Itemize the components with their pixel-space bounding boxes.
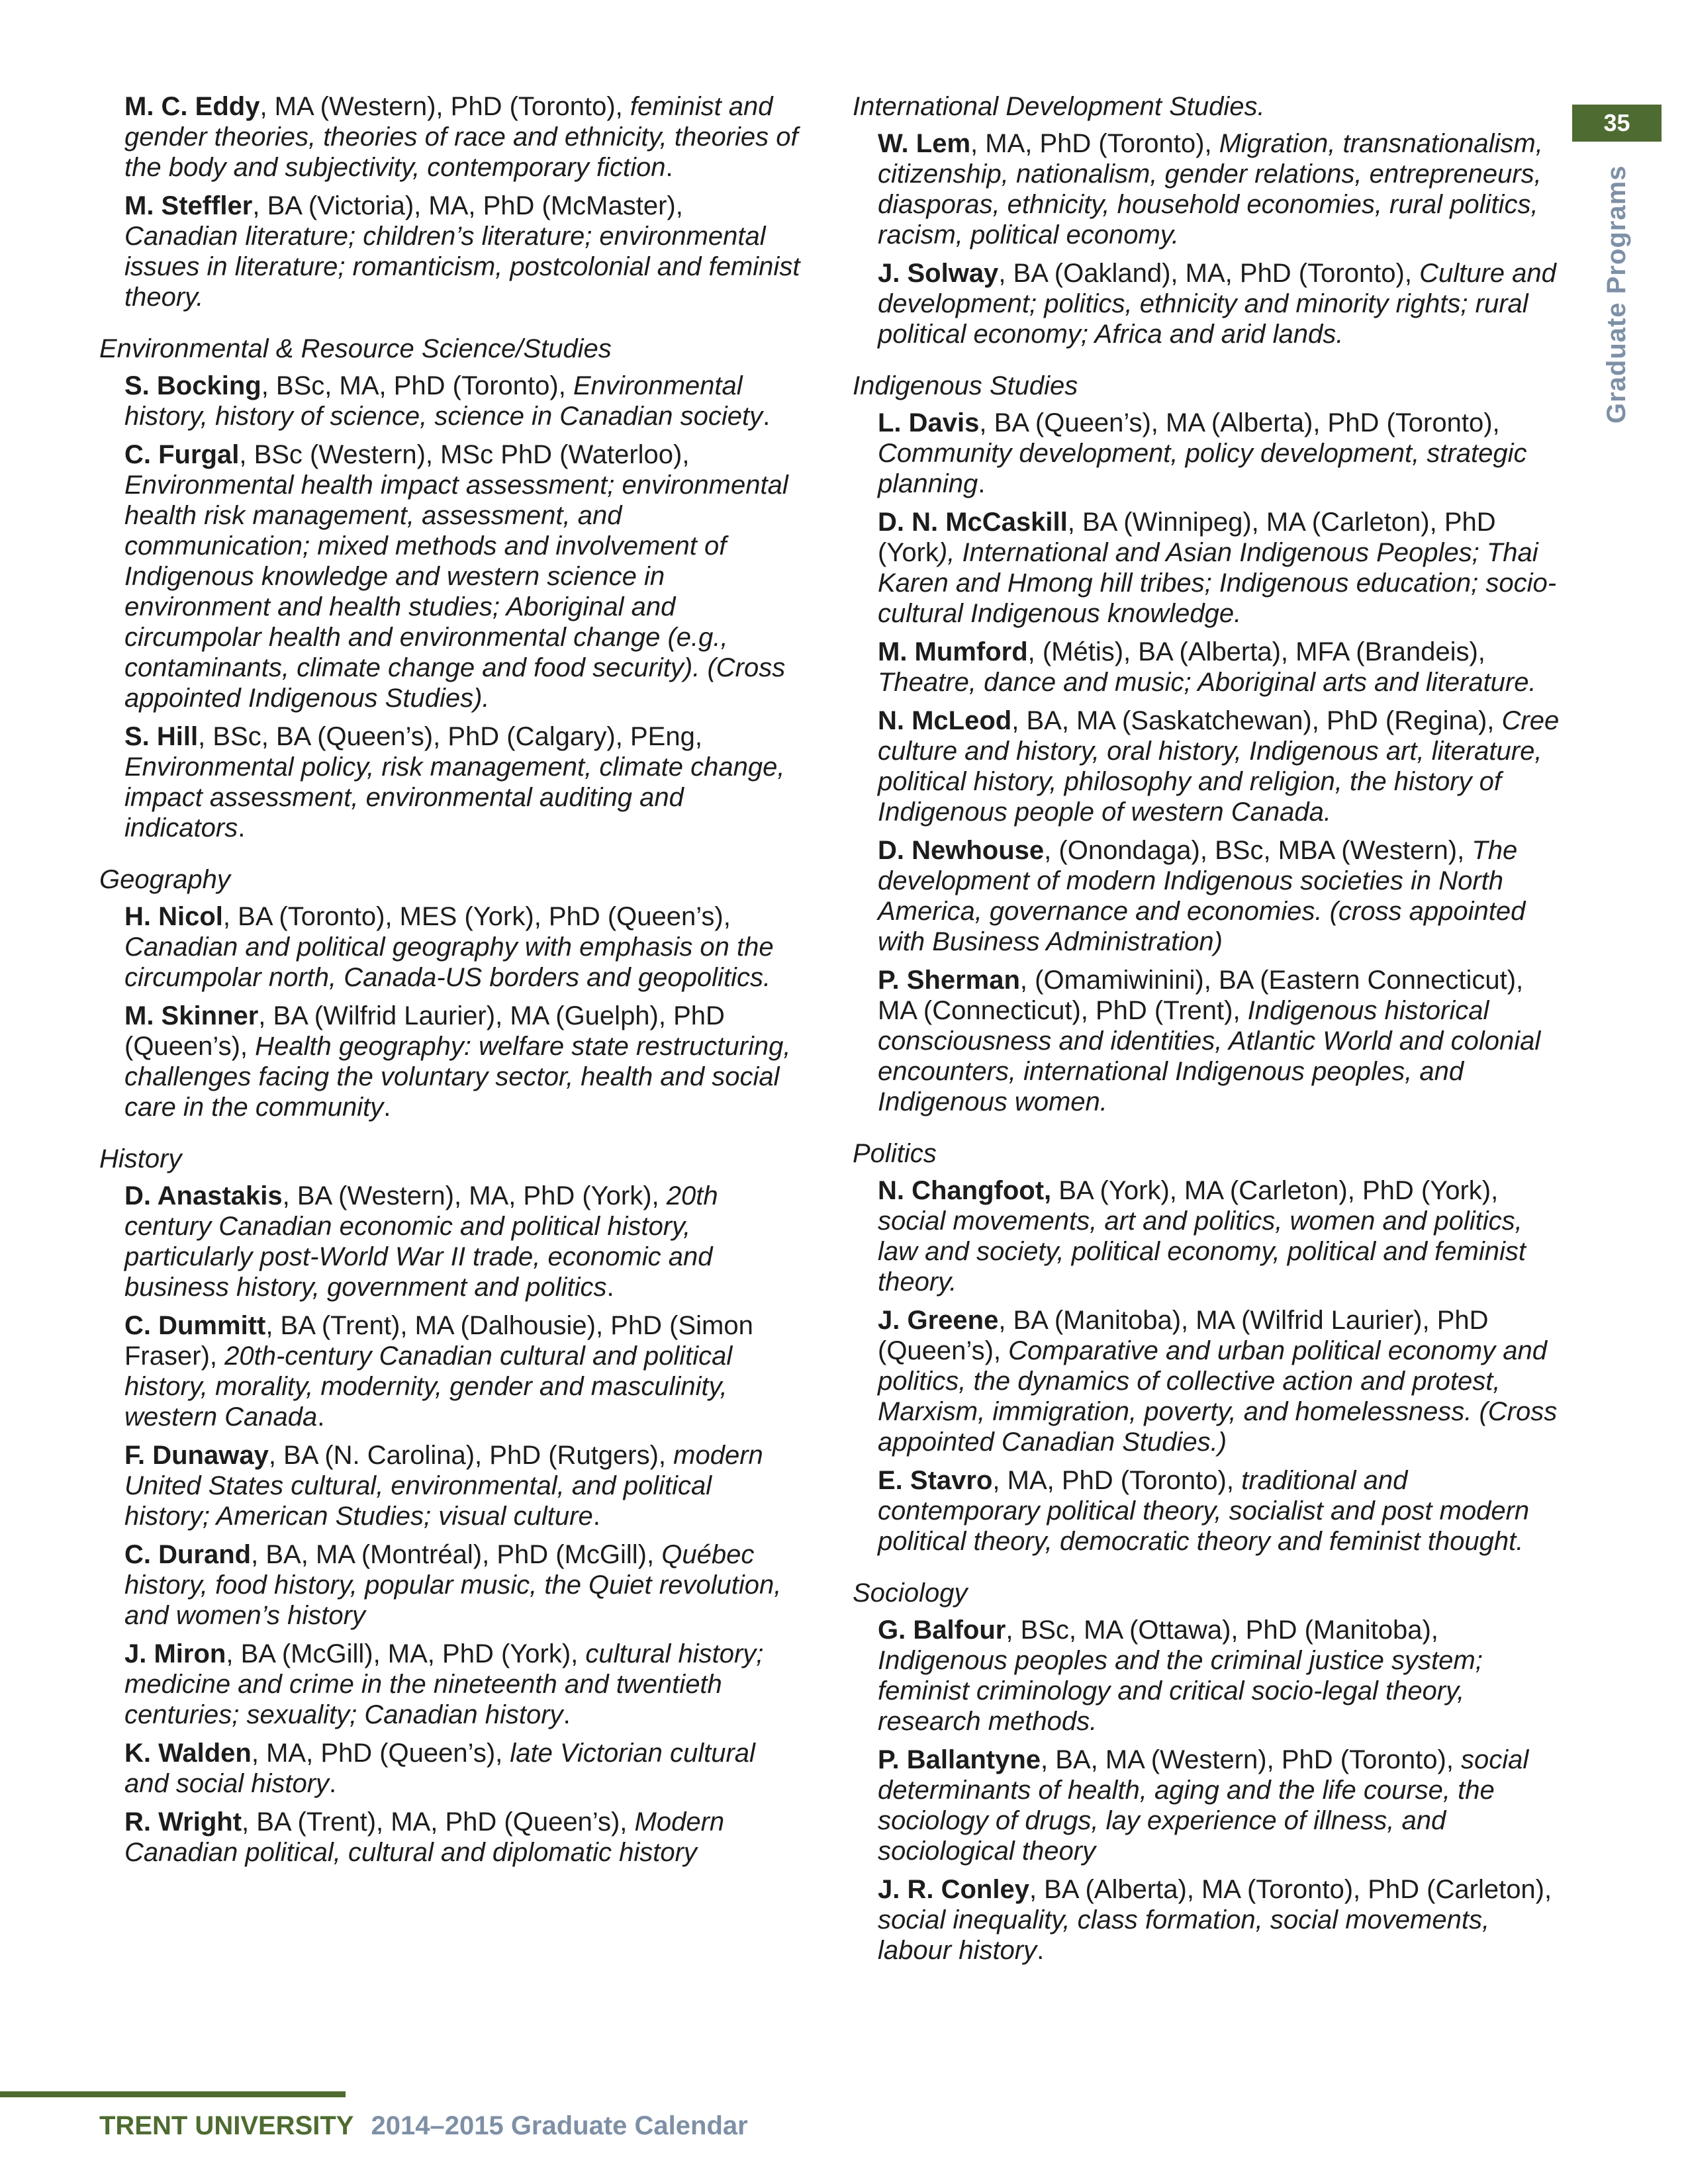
faculty-interests: 20th century Canadian economic and political history, particularly post-World War II trade, economic and business history, government and politics <box>124 1181 718 1302</box>
faculty-entry <box>878 408 1568 499</box>
faculty-credentials: , BSc, MA (Ottawa), PhD (Manitoba), <box>1006 1615 1438 1645</box>
faculty-interests: feminist and gender theories, theories of race and ethnicity, theories of the body and subjectivity, contemporary fiction <box>124 92 798 182</box>
faculty-credentials: , BA (Trent), MA (Dalhousie), PhD (Simon Fraser), <box>124 1311 753 1371</box>
faculty-credentials: , BA (Oakland), MA, PhD (Toronto), <box>998 259 1420 288</box>
section-title: History <box>99 1144 182 1173</box>
entry-punctuation: . <box>238 813 246 842</box>
section-title: International Development Studies. <box>853 92 1265 121</box>
department-section <box>99 334 801 843</box>
faculty-credentials: , BA (N. Carolina), PhD (Rutgers), <box>268 1441 674 1470</box>
entry-punctuation: . <box>763 402 771 431</box>
faculty-credentials: , MA, PhD (Queen’s), <box>251 1739 510 1768</box>
faculty-entry <box>124 91 801 183</box>
faculty-credentials: , BA, MA (Montréal), PhD (McGill), <box>251 1540 662 1569</box>
entry-punctuation: . <box>383 1093 391 1122</box>
faculty-entry <box>878 128 1568 250</box>
faculty-interests: 20th-century Canadian cultural and political history, morality, modernity, gender and masculinity, western Canada <box>124 1342 733 1432</box>
faculty-interests: social movements, art and politics, women and politics, law and society, political economy, political and feminist theory. <box>878 1206 1526 1297</box>
faculty-name: M. C. Eddy <box>124 92 260 121</box>
faculty-entry <box>878 1615 1568 1737</box>
faculty-entry <box>124 1738 801 1799</box>
faculty-interests: social inequality, class formation, social movements, labour history <box>878 1905 1490 1965</box>
entry-punctuation: . <box>563 1700 571 1729</box>
faculty-entry <box>878 507 1568 629</box>
faculty-credentials: , BA (Winnipeg), MA (Carleton), PhD (York <box>878 508 1496 567</box>
faculty-name: D. Newhouse <box>878 836 1045 865</box>
faculty-interests: ), International and Asian Indigenous Peoples; Thai Karen and Hmong hill tribes; Indigenous education; socio-cultural Indigenous knowledge. <box>878 538 1557 628</box>
faculty-interests: Environmental policy, risk management, climate change, impact assessment, environmental auditing and indicators <box>124 752 785 842</box>
page-number: 35 <box>1572 105 1662 142</box>
faculty-name: C. Durand <box>124 1540 252 1569</box>
faculty-interests: Cree culture and history, oral history, Indigenous art, literature, political history, philosophy and religion, the history of Indigenous people of western Canada. <box>878 706 1560 827</box>
faculty-name: P. Ballantyne <box>878 1745 1041 1774</box>
faculty-interests: Comparative and urban political economy and politics, the dynamics of collective action and protest, Marxism, immigration, poverty, and homelessness. (Cross appointed Canadian Studies.) <box>878 1336 1558 1457</box>
faculty-credentials: , MA, PhD (Toronto), <box>970 129 1219 158</box>
section-title: Sociology <box>853 1578 968 1608</box>
faculty-interests: Community development, policy development, strategic planning <box>878 439 1527 498</box>
faculty-entry <box>878 1305 1568 1457</box>
faculty-interests: Canadian and political geography with emphasis on the circumpolar north, Canada-US borders and geopolitics. <box>124 933 774 992</box>
faculty-name: R. Wright <box>124 1807 242 1837</box>
footer-university: TRENT UNIVERSITY <box>99 2111 354 2140</box>
faculty-interests: The development of modern Indigenous societies in North America, governance and economies. (cross appointed with Business Administration) <box>878 836 1526 956</box>
faculty-entry <box>124 1440 801 1531</box>
faculty-entry <box>124 439 801 713</box>
faculty-interests: social determinants of health, aging and the life course, the sociology of drugs, lay experience of illness, and sociological theory <box>878 1745 1529 1866</box>
faculty-entry <box>124 1310 801 1432</box>
faculty-entry <box>124 1807 801 1868</box>
faculty-entry <box>878 1745 1568 1866</box>
faculty-entry <box>124 371 801 432</box>
faculty-credentials: , BA (Alberta), MA (Toronto), PhD (Carleton), <box>1029 1875 1552 1904</box>
faculty-name: N. McLeod <box>878 706 1012 735</box>
faculty-name: H. Nicol <box>124 902 223 931</box>
faculty-entry <box>878 965 1568 1117</box>
faculty-credentials: , MA (Western), PhD (Toronto), <box>259 92 630 121</box>
faculty-name: J. Miron <box>124 1639 226 1668</box>
department-section <box>853 91 1568 349</box>
section-title: Geography <box>99 865 230 894</box>
footer-rule <box>0 2091 346 2097</box>
faculty-credentials: , BA (Wilfrid Laurier), MA (Guelph), PhD (Queen’s), <box>124 1001 725 1061</box>
faculty-credentials: , BA (Western), MA, PhD (York), <box>282 1181 667 1210</box>
faculty-credentials: , BA (McGill), MA, PhD (York), <box>226 1639 586 1668</box>
faculty-interests: Theatre, dance and music; Aboriginal arts and literature. <box>878 668 1536 697</box>
faculty-interests: Indigenous peoples and the criminal justice system; feminist criminology and critical socio-legal theory, research methods. <box>878 1646 1483 1736</box>
continued-section <box>99 91 801 312</box>
faculty-entry <box>878 1175 1568 1297</box>
faculty-name: D. N. McCaskill <box>878 508 1068 537</box>
entry-punctuation: . <box>978 469 986 498</box>
faculty-name: M. Mumford <box>878 637 1028 666</box>
faculty-credentials: , BSc, MA, PhD (Toronto), <box>261 371 573 400</box>
faculty-entry <box>124 1539 801 1631</box>
faculty-name: C. Dummitt <box>124 1311 266 1340</box>
faculty-interests: cultural history; medicine and crime in the nineteenth and twentieth centuries; sexuality; Canadian history <box>124 1639 764 1729</box>
faculty-name: D. Anastakis <box>124 1181 283 1210</box>
faculty-credentials: , BA (Trent), MA, PhD (Queen’s), <box>242 1807 635 1837</box>
entry-punctuation: . <box>665 153 673 182</box>
faculty-interests: Modern Canadian political, cultural and diplomatic history <box>124 1807 725 1867</box>
department-section <box>853 1578 1568 1966</box>
faculty-credentials: , BA, MA (Western), PhD (Toronto), <box>1041 1745 1462 1774</box>
faculty-entry <box>878 258 1568 349</box>
faculty-name: S. Hill <box>124 722 199 751</box>
faculty-entry <box>878 1465 1568 1557</box>
section-title: Politics <box>853 1139 937 1168</box>
faculty-entry <box>124 901 801 993</box>
faculty-interests: Environmental health impact assessment; environmental health risk management, assessment, and communication; mixed methods and involvement of Indigenous knowledge and western science in environment and health studies; Aboriginal and circumpolar health and environmental change (e.g., contaminants, climate change and food security). (Cross appointed Indigenous Studies). <box>124 471 788 713</box>
faculty-name: L. Davis <box>878 408 980 437</box>
faculty-entry <box>124 721 801 843</box>
side-section-label: Graduate Programs <box>1602 165 1631 424</box>
right-column <box>853 91 1568 1987</box>
faculty-interests: Culture and development; politics, ethnicity and minority rights; rural political economy; Africa and arid lands. <box>878 259 1556 349</box>
faculty-interests: Indigenous historical consciousness and identities, Atlantic World and colonial encounters, international Indigenous peoples, and Indigenous women. <box>878 996 1541 1116</box>
section-title: Indigenous Studies <box>853 371 1078 400</box>
faculty-credentials: , (Onondaga), BSc, MBA (Western), <box>1044 836 1472 865</box>
faculty-credentials: , BA (Manitoba), MA (Wilfrid Laurier), PhD (Queen’s), <box>878 1306 1489 1365</box>
faculty-entry <box>124 1001 801 1122</box>
footer <box>99 2111 748 2141</box>
faculty-entry <box>878 705 1568 827</box>
faculty-credentials: , BA (Queen’s), MA (Alberta), PhD (Toronto), <box>979 408 1500 437</box>
faculty-name: J. Greene <box>878 1306 999 1335</box>
faculty-name: S. Bocking <box>124 371 261 400</box>
faculty-credentials: , BA (Toronto), MES (York), PhD (Queen’s), <box>222 902 731 931</box>
department-section <box>99 864 801 1122</box>
faculty-entry <box>878 1874 1568 1966</box>
faculty-name: G. Balfour <box>878 1615 1006 1645</box>
faculty-credentials: , BSc (Western), MSc PhD (Waterloo), <box>239 440 690 469</box>
faculty-credentials: BA (York), MA (Carleton), PhD (York), <box>1051 1176 1499 1205</box>
faculty-name: N. Changfoot, <box>878 1176 1052 1205</box>
department-section <box>853 1138 1568 1557</box>
faculty-name: C. Furgal <box>124 440 240 469</box>
faculty-name: F. Dunaway <box>124 1441 269 1470</box>
faculty-entry <box>878 637 1568 698</box>
faculty-interests: Health geography: welfare state restructuring, challenges facing the voluntary sector, health and social care in the community <box>124 1032 791 1122</box>
faculty-entry <box>124 1181 801 1302</box>
footer-calendar: 2014–2015 Graduate Calendar <box>371 2111 748 2140</box>
entry-punctuation: . <box>606 1273 614 1302</box>
faculty-name: E. Stavro <box>878 1466 993 1495</box>
faculty-name: M. Skinner <box>124 1001 259 1030</box>
faculty-name: J. Solway <box>878 259 999 288</box>
faculty-credentials: , MA, PhD (Toronto), <box>992 1466 1242 1495</box>
faculty-credentials: , BSc, BA (Queen’s), PhD (Calgary), PEng, <box>198 722 702 751</box>
faculty-interests: late Victorian cultural and social history <box>124 1739 755 1798</box>
section-title: Environmental & Resource Science/Studies <box>99 334 612 363</box>
faculty-name: W. Lem <box>878 129 971 158</box>
faculty-entry <box>124 191 801 312</box>
left-column <box>99 91 801 1889</box>
department-section <box>853 371 1568 1117</box>
faculty-interests: modern United States cultural, environmental, and political history; American Studies; visual culture <box>124 1441 763 1531</box>
faculty-name: J. R. Conley <box>878 1875 1029 1904</box>
right-sections <box>853 91 1568 1966</box>
faculty-credentials: , BA (Victoria), MA, PhD (McMaster), <box>252 191 683 220</box>
faculty-interests: Québec history, food history, popular music, the Quiet revolution, and women’s history <box>124 1540 782 1630</box>
faculty-credentials: , BA, MA (Saskatchewan), PhD (Regina), <box>1011 706 1502 735</box>
faculty-interests: Migration, transnationalism, citizenship, nationalism, gender relations, entrepreneurs, diasporas, ethnicity, household economies, rural politics, racism, political economy. <box>878 129 1543 250</box>
faculty-entry <box>878 835 1568 957</box>
entry-punctuation: . <box>592 1502 600 1531</box>
faculty-interests: Environmental history, history of science, science in Canadian society <box>124 371 763 431</box>
left-sections <box>99 334 801 1868</box>
faculty-name: K. Walden <box>124 1739 252 1768</box>
entry-punctuation: . <box>1037 1936 1045 1965</box>
department-section <box>99 1144 801 1868</box>
entry-punctuation: . <box>317 1402 325 1432</box>
faculty-credentials: , (Omamiwinini), BA (Eastern Connecticut), MA (Connecticut), PhD (Trent), <box>878 966 1524 1025</box>
entry-punctuation: . <box>329 1769 337 1798</box>
faculty-interests: Canadian literature; children’s literature; environmental issues in literature; romanticism, postcolonial and feminist theory. <box>124 222 800 312</box>
faculty-name: P. Sherman <box>878 966 1020 995</box>
faculty-entry <box>124 1639 801 1730</box>
faculty-interests: traditional and contemporary political theory, socialist and post modern political theory, democratic theory and feminist thought. <box>878 1466 1530 1556</box>
faculty-credentials: , (Métis), BA (Alberta), MFA (Brandeis), <box>1027 637 1485 666</box>
faculty-name: M. Steffler <box>124 191 253 220</box>
